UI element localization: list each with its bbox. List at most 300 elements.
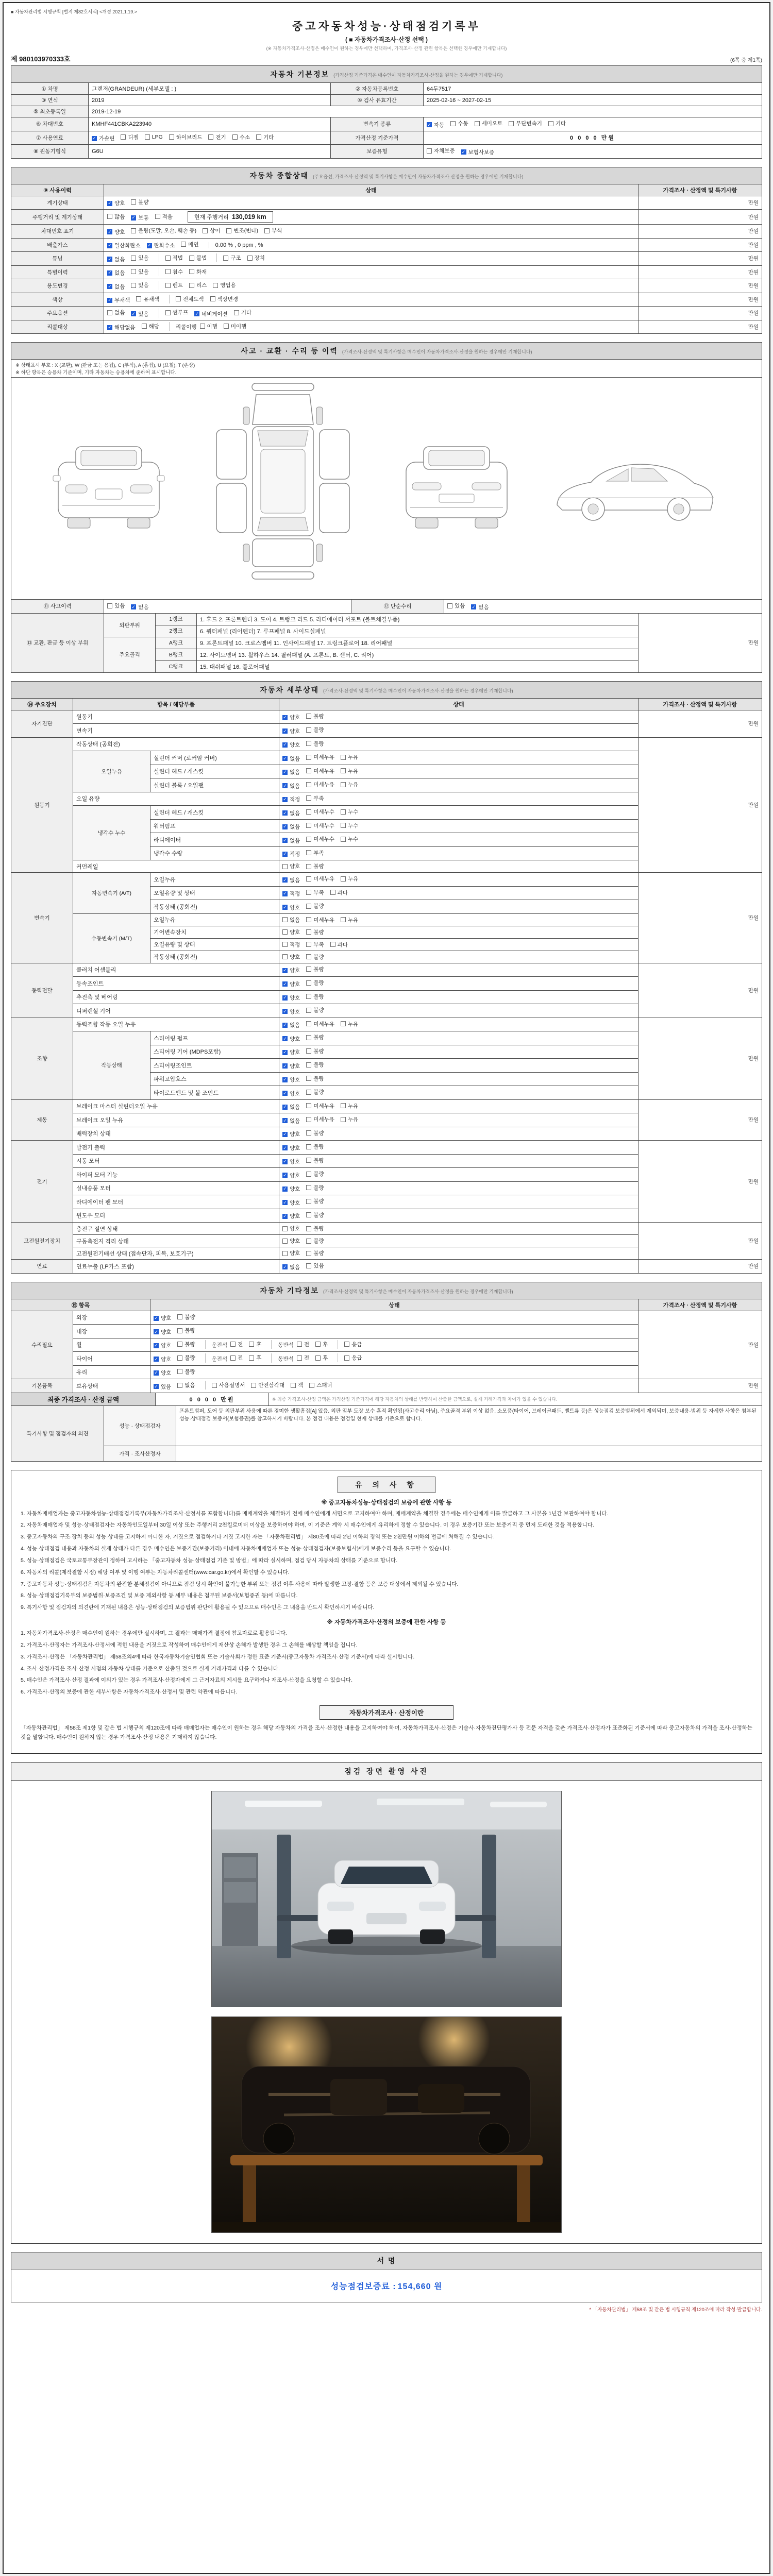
- checkbox-box: [306, 890, 311, 895]
- checkbox-box: [189, 269, 194, 274]
- checkbox-option[interactable]: [282, 837, 300, 844]
- main-options-label: 주요옵션: [11, 307, 104, 320]
- checkbox-option[interactable]: [341, 753, 358, 761]
- document-number: 제 980103970333호: [11, 55, 71, 63]
- checkbox-option[interactable]: [165, 268, 183, 276]
- checkbox-option[interactable]: [131, 198, 148, 206]
- checkbox-option[interactable]: [471, 603, 489, 611]
- checkbox-option[interactable]: [282, 876, 300, 884]
- checkbox-option[interactable]: [282, 928, 300, 936]
- rankA-label: A랭크: [156, 637, 197, 649]
- checkbox-option[interactable]: [145, 134, 163, 140]
- checkbox-option[interactable]: [282, 1144, 300, 1152]
- checkbox-option[interactable]: [282, 1212, 300, 1220]
- checkbox-option[interactable]: [306, 965, 324, 973]
- checkbox-option[interactable]: [306, 726, 324, 734]
- checkbox-option[interactable]: [282, 727, 300, 735]
- checkbox-label: LPG: [152, 134, 163, 140]
- checkbox-option[interactable]: [142, 323, 159, 330]
- checkbox-label: 누유: [347, 876, 359, 882]
- checkbox-option[interactable]: [131, 214, 148, 222]
- checkbox-option[interactable]: [165, 281, 183, 289]
- checkbox-option[interactable]: [306, 1075, 324, 1082]
- checkbox-option[interactable]: [306, 1047, 324, 1055]
- checkbox-option[interactable]: [256, 133, 274, 141]
- checkbox-option[interactable]: [341, 781, 358, 788]
- checkbox-label: 적정: [290, 941, 300, 948]
- checkbox-option[interactable]: [297, 1341, 309, 1348]
- inspection-photos-section: [11, 1762, 762, 2244]
- checkbox-option[interactable]: [282, 967, 300, 974]
- checkbox-option[interactable]: [208, 133, 226, 141]
- checkbox-option[interactable]: [177, 1368, 195, 1376]
- price-cell: 만원: [638, 1223, 762, 1260]
- checkbox-box: [223, 256, 228, 261]
- at-leak-label: 오일누유: [150, 873, 279, 887]
- checkbox-option[interactable]: [291, 1381, 303, 1389]
- checkbox-option[interactable]: [282, 755, 300, 762]
- checkbox-option[interactable]: [131, 310, 148, 318]
- checkbox-option[interactable]: [306, 767, 334, 775]
- checkbox-label: 양호: [290, 1213, 300, 1219]
- checkbox-option[interactable]: [230, 1354, 243, 1362]
- checkbox-option[interactable]: [282, 994, 300, 1002]
- options-presence-checks: [107, 308, 155, 318]
- checkbox-option[interactable]: [344, 1354, 362, 1362]
- checkbox-box: [291, 1383, 296, 1388]
- checkbox-box: ✓: [283, 1131, 287, 1137]
- checkbox-option[interactable]: [309, 1381, 332, 1389]
- checkbox-box: [107, 310, 112, 315]
- checkbox-option[interactable]: [306, 1115, 334, 1123]
- notice-item: 2. 가격조사·산정자는 가격조사·산정서에 적힌 내용을 거짓으로 작성하여 매수인에게 재산상 손해가 발생한 경우 그 손해를 배상할 책임을 집니다.: [21, 1641, 358, 1648]
- checkbox-option[interactable]: [203, 227, 220, 234]
- checkbox-label: 안전삼각대: [258, 1382, 285, 1388]
- checkbox-option[interactable]: [282, 1172, 300, 1179]
- checkbox-label: 미세누유: [313, 768, 334, 774]
- checkbox-option[interactable]: [282, 741, 300, 749]
- checkbox-option[interactable]: [249, 1341, 261, 1348]
- checkbox-box: ✓: [108, 256, 112, 262]
- checkbox-box: [306, 1090, 311, 1095]
- detail-note: (가격조사·산정액 및 특기사항은 매수인이 자동차가격조사·산정을 원하는 경우에만 기재합니다): [323, 688, 513, 693]
- checkbox-option[interactable]: [282, 1225, 300, 1232]
- car-rear-view-diagram: [400, 439, 513, 537]
- checkbox-option[interactable]: [341, 1102, 358, 1110]
- checkbox-option[interactable]: [509, 120, 542, 127]
- checkbox-box: ✓: [108, 270, 112, 275]
- checkbox-box: [306, 823, 311, 828]
- checkbox-option[interactable]: [282, 1062, 300, 1070]
- checkbox-option[interactable]: [306, 928, 324, 936]
- checkbox-option[interactable]: [341, 767, 358, 775]
- appraiser-label: 가격 · 조사산정자: [104, 1446, 176, 1461]
- checkbox-box: [165, 310, 171, 315]
- checkbox-option[interactable]: [177, 1354, 195, 1362]
- checkbox-option[interactable]: [306, 1020, 334, 1028]
- checkbox-option[interactable]: [282, 1103, 300, 1111]
- clutch-checks: [279, 963, 638, 977]
- cv-joint-checks: [279, 977, 638, 991]
- checkbox-option[interactable]: [282, 1035, 300, 1043]
- checkbox-option[interactable]: [165, 254, 183, 262]
- alternator-label: 발전기 출력: [73, 1141, 279, 1155]
- checkbox-option[interactable]: [282, 850, 300, 858]
- checkbox-box: [306, 768, 311, 773]
- checkbox-option[interactable]: [177, 1327, 195, 1334]
- checkbox-label: 미세누수: [313, 822, 334, 829]
- device-fuel: 연료: [11, 1260, 73, 1274]
- checkbox-option[interactable]: [341, 808, 358, 816]
- detailed-condition-table: [11, 681, 762, 1274]
- checkbox-option[interactable]: [136, 295, 159, 303]
- checkbox-option[interactable]: [306, 916, 334, 924]
- checkbox-option[interactable]: [344, 1341, 362, 1348]
- checkbox-option[interactable]: [282, 890, 300, 897]
- checkbox-box: ✓: [283, 1172, 287, 1178]
- form-reference: ■ 자동차관리법 시행규칙 [별지 제82호서식] <개정 2021.1.19.>: [11, 9, 137, 14]
- checkbox-box: [306, 1117, 311, 1122]
- checkbox-option[interactable]: [427, 121, 444, 129]
- checkbox-option[interactable]: [306, 1262, 324, 1269]
- checkbox-option[interactable]: [212, 1381, 245, 1389]
- checkbox-option[interactable]: [282, 1021, 300, 1029]
- checkbox-option[interactable]: [306, 979, 324, 987]
- checkbox-option[interactable]: [177, 1341, 195, 1348]
- checkbox-option[interactable]: [107, 309, 125, 316]
- checkbox-option[interactable]: [306, 753, 334, 761]
- checkbox-option[interactable]: [194, 310, 228, 318]
- checkbox-option[interactable]: [154, 1328, 171, 1336]
- checkbox-option[interactable]: [282, 795, 300, 803]
- cv-joint-label: 등속조인트: [73, 977, 279, 991]
- checkbox-box: ✓: [283, 1145, 287, 1150]
- inspection-photo-underbody: [211, 2016, 562, 2233]
- price-cell: 만원: [638, 238, 762, 252]
- checkbox-label: 응급: [351, 1341, 362, 1348]
- checkbox-option[interactable]: [107, 324, 136, 331]
- checkbox-option[interactable]: [282, 1158, 300, 1165]
- checkbox-label: 양호: [161, 1315, 172, 1321]
- exchange-rank-table: [11, 613, 762, 673]
- checkbox-option[interactable]: [249, 1354, 261, 1362]
- checkbox-option[interactable]: [282, 809, 300, 817]
- checkbox-option[interactable]: [315, 1354, 328, 1362]
- checkbox-option[interactable]: [200, 323, 217, 330]
- cool-rad-label: 라디에이터: [150, 833, 279, 847]
- checkbox-option[interactable]: [189, 281, 207, 289]
- checkbox-option[interactable]: [232, 133, 250, 141]
- checkbox-option[interactable]: [341, 835, 358, 843]
- checkbox-label: 불량: [313, 980, 324, 986]
- checkbox-option[interactable]: [282, 1117, 300, 1125]
- checkbox-box: [142, 324, 147, 329]
- checkbox-option[interactable]: [341, 1115, 358, 1123]
- checkbox-option[interactable]: [226, 227, 258, 234]
- checkbox-option[interactable]: [107, 256, 125, 263]
- checkbox-option[interactable]: [107, 199, 125, 207]
- checkbox-option[interactable]: [234, 309, 251, 316]
- checkbox-option[interactable]: [306, 953, 324, 961]
- checkbox-option[interactable]: [189, 254, 207, 262]
- tire-spare-checks: [338, 1353, 368, 1362]
- charge-port-checks: [279, 1223, 638, 1235]
- color-checks: [107, 295, 165, 305]
- checkbox-option[interactable]: [247, 254, 265, 262]
- usage-change-checks: [107, 281, 155, 291]
- checkbox-label: 기타: [241, 310, 252, 316]
- checkbox-option[interactable]: [131, 603, 148, 611]
- checkbox-option[interactable]: [306, 822, 334, 829]
- checkbox-option[interactable]: [282, 862, 300, 870]
- checkbox-option[interactable]: [176, 295, 204, 303]
- checkbox-option[interactable]: [107, 283, 125, 291]
- diag-trans-label: 변속기: [73, 724, 279, 738]
- checkbox-option[interactable]: [169, 133, 203, 141]
- checkbox-option[interactable]: [210, 295, 239, 303]
- checkbox-option[interactable]: [306, 1033, 324, 1041]
- checkbox-option[interactable]: [282, 714, 300, 721]
- checkbox-box: ✓: [283, 1049, 287, 1055]
- checkbox-option[interactable]: [450, 120, 468, 127]
- checkbox-option[interactable]: [154, 1383, 171, 1391]
- checkbox-option[interactable]: [306, 835, 334, 843]
- checkbox-option[interactable]: [461, 148, 495, 156]
- checkbox-option[interactable]: [251, 1381, 284, 1389]
- window-motor-checks: [279, 1209, 638, 1223]
- checkbox-option[interactable]: [131, 227, 196, 234]
- checkbox-box: ✓: [283, 891, 287, 896]
- tuning-checks: [107, 253, 155, 264]
- checkbox-option[interactable]: [181, 241, 198, 248]
- checkbox-box: ✓: [283, 877, 287, 883]
- checkbox-box: ✓: [283, 1008, 287, 1014]
- checkbox-option[interactable]: [306, 1006, 324, 1014]
- checkbox-option[interactable]: [282, 1090, 300, 1097]
- notice-section1-title: ※ 중고자동차성능·상태점검의 보증에 관한 사항 등: [321, 1499, 452, 1506]
- checkbox-option[interactable]: [548, 120, 566, 127]
- checkbox-label: 적정: [290, 851, 300, 857]
- checkbox-option[interactable]: [154, 1355, 171, 1363]
- car-name-value: 그랜저(GRANDEUR) (세부모델 : ): [89, 83, 331, 95]
- steering-leak-checks: [279, 1018, 638, 1031]
- simple-repair-label: ⑫ 단순수리: [351, 600, 444, 614]
- checkbox-option[interactable]: [282, 1199, 300, 1207]
- detail-title: 자동차 세부상태 (가격조사·산정액 및 특기사항은 매수인이 자동차가격조사·산정을 원하는 경우에만 기재합니다): [11, 681, 762, 698]
- leak-head-label: 실린더 헤드 / 개스킷: [150, 765, 279, 778]
- checkbox-option[interactable]: [306, 1211, 324, 1219]
- starter-motor-label: 시동 모터: [73, 1154, 279, 1168]
- checkbox-option[interactable]: [341, 916, 358, 924]
- stock-state-checks: [154, 1381, 201, 1391]
- checkbox-box: ✓: [283, 837, 287, 843]
- checkbox-option[interactable]: [306, 1061, 324, 1069]
- final-price-table: [11, 1393, 762, 1406]
- checkbox-option[interactable]: [306, 1225, 324, 1232]
- checkbox-option[interactable]: [107, 242, 141, 249]
- checkbox-option[interactable]: [213, 281, 236, 289]
- state-colhead: 상태: [104, 184, 638, 196]
- checkbox-option[interactable]: [306, 902, 324, 910]
- checkbox-box: [208, 134, 213, 140]
- checkbox-box: [306, 1226, 311, 1231]
- checkbox-option[interactable]: [264, 227, 282, 234]
- checkbox-option[interactable]: [230, 1341, 243, 1348]
- color-cell: [104, 293, 638, 307]
- checkbox-option[interactable]: [315, 1341, 328, 1348]
- tire-passenger-label: 동반석: [278, 1355, 294, 1362]
- checkbox-option[interactable]: [306, 1102, 334, 1110]
- checkbox-box: ✓: [283, 796, 287, 802]
- checkbox-label: 불량: [313, 1130, 324, 1137]
- checkbox-option[interactable]: [282, 1249, 300, 1257]
- checkbox-option[interactable]: [224, 323, 246, 330]
- checkbox-option[interactable]: [427, 147, 455, 155]
- checkbox-option[interactable]: [107, 213, 125, 221]
- notice-item: 4. 성능·상태점검 내용과 자동차의 실제 상태가 다른 경우 매수인은 보증기간(보증거리) 이내에 자동차매매업자 또는 성능·상태점검자(보증보험사)에게 보증수리 등을 요구할 수 있습니다.: [21, 1546, 451, 1552]
- checkbox-label: 후: [256, 1355, 262, 1361]
- rankA-parts: 9. 프론트패널 10. 크로스멤버 11. 인사이드패널 17. 트렁크플로어 18. 리어패널: [197, 637, 638, 649]
- fuel-label: ⑦ 사용연료: [11, 131, 89, 145]
- checkbox-label: 기타: [263, 134, 274, 141]
- checkbox-label: 양호: [290, 1077, 300, 1083]
- checkbox-option[interactable]: [306, 941, 324, 948]
- checkbox-box: [306, 1185, 311, 1190]
- checkbox-option[interactable]: [306, 889, 324, 896]
- checkbox-option[interactable]: [131, 281, 148, 289]
- checkbox-option[interactable]: [147, 242, 175, 249]
- checkbox-box: [213, 283, 218, 288]
- notice-item: 5. 매수인은 가격조사·산정 결과에 이의가 있는 경우 가격조사·산정자에게 그 근거자료의 제시를 요구하거나 재조사·산정을 요청할 수 있습니다.: [21, 1677, 353, 1684]
- checkbox-box: [341, 917, 346, 922]
- checkbox-option[interactable]: [154, 1342, 171, 1349]
- checkbox-label: 적정: [290, 891, 300, 897]
- checkbox-option[interactable]: [107, 602, 125, 609]
- checkbox-option[interactable]: [282, 1008, 300, 1015]
- checkbox-option[interactable]: [131, 254, 148, 262]
- checkbox-box: [341, 809, 346, 815]
- checkbox-option[interactable]: [282, 916, 300, 924]
- checkbox-option[interactable]: [282, 1048, 300, 1056]
- drive-battery-label: 구동축전지 격리 상태: [73, 1235, 279, 1247]
- at-sublabel: 자동변속기 (A/T): [73, 873, 150, 914]
- fuel-leak-label: 연료누출 (LP가스 포함): [73, 1260, 279, 1274]
- checkbox-option[interactable]: [306, 713, 324, 720]
- notice-item: 9. 특기사항 및 점검자의 의견란에 기재된 내용은 성능·상태점검의 보증범위 판단에 활용될 수 있으므로 매수인은 그 내용을 반드시 확인하시기 바랍니다.: [21, 1604, 375, 1611]
- checkbox-option[interactable]: [330, 941, 348, 948]
- checkbox-box: [177, 1328, 182, 1333]
- checkbox-option[interactable]: [341, 822, 358, 829]
- checkbox-option[interactable]: [306, 781, 334, 788]
- checkbox-option[interactable]: [107, 228, 125, 236]
- car-front-view-diagram: [52, 439, 165, 537]
- checkbox-label: 있음: [114, 603, 125, 609]
- other-item-colhead: ⑮ 항목: [11, 1299, 150, 1311]
- checkbox-option[interactable]: [306, 1157, 324, 1164]
- engine-idle-label: 작동상태 (공회전): [73, 737, 279, 751]
- checkbox-option[interactable]: [189, 268, 207, 276]
- checkbox-box: [136, 296, 141, 301]
- inspection-fee-value: 154,660 원: [397, 2282, 443, 2291]
- checkbox-option[interactable]: [155, 213, 173, 221]
- rank2-label: 2랭크: [156, 625, 197, 637]
- checkbox-option[interactable]: [306, 862, 324, 870]
- checkbox-option[interactable]: [306, 1129, 324, 1137]
- checkbox-option[interactable]: [306, 1184, 324, 1192]
- checkbox-option[interactable]: [282, 768, 300, 776]
- checkbox-box: ✓: [283, 968, 287, 973]
- checkbox-option[interactable]: [107, 269, 125, 277]
- engine-type-label: ⑧ 원동기형식: [11, 145, 89, 159]
- checkbox-option[interactable]: [282, 941, 300, 948]
- comprehensive-title: 자동차 종합상태 (주요옵션, 가격조사·산정액 및 특기사항은 매수인이 자동차가격조사·산정을 원하는 경우에만 기재합니다): [11, 167, 762, 184]
- recall-fulfillment-group: [169, 322, 253, 331]
- checkbox-box: ✓: [283, 810, 287, 816]
- checkbox-option[interactable]: [282, 980, 300, 988]
- checkbox-option[interactable]: [306, 875, 334, 883]
- checkbox-option[interactable]: [282, 1185, 300, 1193]
- checkbox-box: ✓: [154, 1383, 158, 1389]
- checkbox-option[interactable]: [165, 309, 188, 316]
- checkbox-option[interactable]: [475, 120, 503, 127]
- checkbox-option[interactable]: [223, 254, 241, 262]
- checkbox-option[interactable]: [306, 1170, 324, 1178]
- checkbox-option[interactable]: [282, 1263, 300, 1271]
- checkbox-option[interactable]: [297, 1354, 309, 1362]
- checkbox-label: 일산화탄소: [114, 243, 141, 249]
- checkbox-option[interactable]: [282, 782, 300, 790]
- checkbox-option[interactable]: [306, 794, 324, 802]
- checkbox-option[interactable]: [154, 1314, 171, 1322]
- checkbox-option[interactable]: [306, 1249, 324, 1257]
- checkbox-label: 없음: [290, 783, 300, 789]
- checkbox-option[interactable]: [177, 1381, 195, 1389]
- checkbox-label: 불량: [313, 1048, 324, 1055]
- checkbox-option[interactable]: [92, 134, 114, 142]
- checkbox-option[interactable]: [306, 849, 324, 857]
- checkbox-option[interactable]: [282, 1076, 300, 1083]
- transmission-checks: [424, 117, 762, 131]
- checkbox-option[interactable]: [306, 1237, 324, 1245]
- checkbox-option[interactable]: [282, 1130, 300, 1138]
- checkbox-option[interactable]: [282, 823, 300, 831]
- checkbox-option[interactable]: [341, 1020, 358, 1028]
- mileage-state-checks: [107, 212, 179, 223]
- checkbox-option[interactable]: [282, 1237, 300, 1245]
- checkbox-box: [247, 256, 253, 261]
- checkbox-option[interactable]: [282, 953, 300, 961]
- checkbox-label: 유채색: [143, 296, 159, 302]
- checkbox-option[interactable]: [177, 1313, 195, 1321]
- checkbox-option[interactable]: [107, 296, 130, 304]
- checkbox-option[interactable]: [306, 740, 324, 748]
- checkbox-option[interactable]: [341, 875, 358, 883]
- checkbox-option[interactable]: [447, 602, 465, 609]
- checkbox-option[interactable]: [154, 1369, 171, 1377]
- checkbox-label: 하이브리드: [176, 134, 203, 141]
- checkbox-option[interactable]: [330, 889, 348, 896]
- checkbox-box: [297, 1355, 302, 1361]
- checkbox-option[interactable]: [282, 904, 300, 911]
- brake-booster-checks: [279, 1127, 638, 1141]
- checkbox-option[interactable]: [131, 268, 148, 276]
- checkbox-option[interactable]: [306, 993, 324, 1001]
- checkbox-option[interactable]: [306, 1197, 324, 1205]
- checkbox-option[interactable]: [306, 1088, 324, 1096]
- checkbox-option[interactable]: [306, 1143, 324, 1150]
- checkbox-option[interactable]: [121, 133, 138, 141]
- checkbox-option[interactable]: [306, 808, 334, 816]
